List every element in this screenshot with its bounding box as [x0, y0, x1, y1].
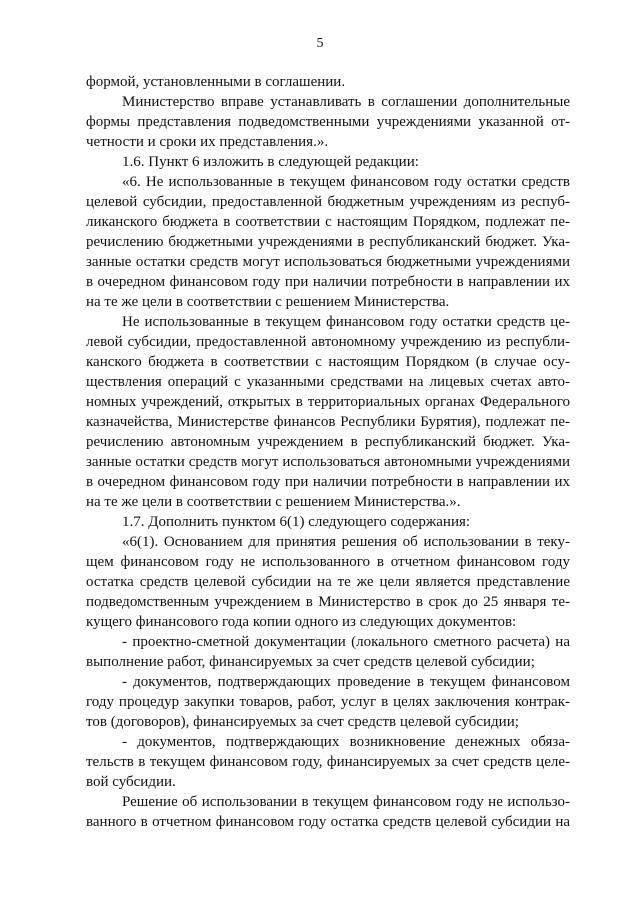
text-line: Министерство вправе устанавливать в соглашении дополнительные	[122, 94, 570, 110]
text-line: на те же цели в соответствии с решением Министерства.».	[86, 494, 461, 510]
text-line: занные остатки средств могут использоваться бюджетными учреждениями	[86, 254, 570, 270]
text-line: «6. Не использованные в текущем финансовом году остатки средств	[122, 174, 570, 190]
text-line: - проектно-сметной документации (локального сметного расчета) на	[122, 634, 570, 650]
text-line: в очередном финансовом году при наличии потребности в направлении их	[86, 274, 570, 290]
text-line: остатка средств целевой субсидии на те же цели является представление	[86, 574, 570, 590]
text-line: 1.7. Дополнить пунктом 6(1) следующего содержания:	[122, 514, 471, 530]
text-line: - документов, подтверждающих проведение в текущем финансовом	[122, 674, 570, 690]
text-line: ванного в отчетном финансовом году остатка средств целевой субсидии на	[86, 814, 570, 830]
document-body	[86, 72, 570, 832]
text-line: выполнение работ, финансируемых за счет средств целевой субсидии;	[86, 654, 535, 670]
text-line: формы представления подведомственными учреждениями указанной от-	[86, 114, 570, 130]
text-line: кущего финансового года копии одного из следующих документов:	[86, 614, 517, 630]
text-line: Не использованные в текущем финансовом году остатки средств це-	[122, 314, 570, 330]
text-line: четности и сроки их представления.».	[86, 134, 329, 150]
text-line: в очередном финансовом году при наличии потребности в направлении их	[86, 474, 570, 490]
text-line: «6(1). Основанием для принятия решения об использовании в теку-	[122, 534, 570, 550]
text-line: 1.6. Пункт 6 изложить в следующей редакции:	[122, 154, 419, 170]
text-line: году процедур закупки товаров, работ, услуг в целях заключения контрак-	[86, 694, 570, 710]
text-line: формой, установленными в соглашении.	[86, 74, 346, 90]
text-line: щем финансовом году не использованного в отчетном финансовом году	[86, 554, 570, 570]
text-line: речислению бюджетными учреждениями в республиканский бюджет. Ука-	[86, 234, 570, 250]
text-line: подведомственным учреждением в Министерство в срок до 25 января те-	[86, 594, 570, 610]
text-line: левой субсидии, предоставленной автономному учреждению из республи-	[86, 334, 570, 350]
text-line: Решение об использовании в текущем финансовом году не использо-	[122, 794, 570, 810]
text-line: тов (договоров), финансируемых за счет средств целевой субсидии;	[86, 714, 519, 730]
text-line: ликанского бюджета в соответствии с настоящим Порядком, подлежат пе-	[86, 214, 570, 230]
text-line: занные остатки средств могут использоваться автономными учреждениями	[86, 454, 570, 470]
text-line: ществления операций с указанными средствами на лицевых счетах авто-	[86, 374, 570, 390]
text-line: речислению автономным учреждением в республиканский бюджет. Ука-	[86, 434, 570, 450]
text-line: казначейства, Министерстве финансов Республики Бурятия), подлежат пе-	[86, 414, 570, 430]
page-number: 5	[316, 36, 324, 51]
text-line: целевой субсидии, предоставленной бюджетным учреждениям из респуб-	[86, 194, 570, 210]
text-line: на те же цели в соответствии с решением Министерства.	[86, 294, 450, 310]
text-line: тельств в текущем финансовом году, финансируемых за счет средств целе-	[86, 754, 570, 770]
text-line: канского бюджета в соответствии с настоящим Порядком (в случае осу-	[86, 354, 570, 370]
text-line: номных учреждений, открытых в территориальных органах Федерального	[86, 394, 570, 410]
text-line: вой субсидии.	[86, 774, 176, 790]
text-line: - документов, подтверждающих возникновение денежных обяза-	[122, 734, 570, 750]
